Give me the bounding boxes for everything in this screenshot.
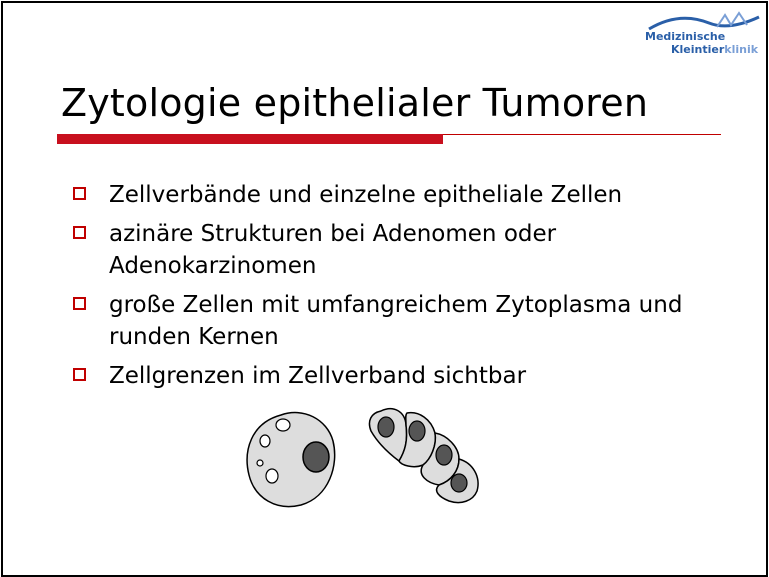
single-epithelial-cell-icon <box>247 413 335 507</box>
clinic-logo <box>639 9 767 63</box>
slide <box>1 1 768 577</box>
bullet-item <box>73 218 723 282</box>
square-bullet-icon <box>73 368 86 381</box>
bullet-text: azinäre Strukturen bei Adenomen oder Adenokarzinomen <box>109 221 557 279</box>
logo-line2-a: Kleintier <box>671 43 725 56</box>
bullet-item <box>73 289 723 353</box>
square-bullet-icon <box>73 187 86 200</box>
cell-cluster-icon <box>369 409 478 503</box>
logo-line2-b: klinik <box>724 43 759 56</box>
logo-line2 <box>671 43 758 56</box>
bullet-item <box>73 360 723 392</box>
logo-line1: Medizinische <box>645 30 726 43</box>
cell-illustration <box>241 403 491 513</box>
square-bullet-icon <box>73 226 86 239</box>
title-rule-thick <box>57 134 443 144</box>
bullet-text: Zellverbände und einzelne epitheliale Zellen <box>109 182 623 208</box>
bullet-text: große Zellen mit umfangreichem Zytoplasma und runden Kernen <box>109 292 683 350</box>
bullet-item <box>73 179 723 211</box>
slide-title: Zytologie epithelialer Tumoren <box>61 81 649 125</box>
bullet-text: Zellgrenzen im Zellverband sichtbar <box>109 363 527 389</box>
bullet-list <box>73 179 723 399</box>
square-bullet-icon <box>73 297 86 310</box>
